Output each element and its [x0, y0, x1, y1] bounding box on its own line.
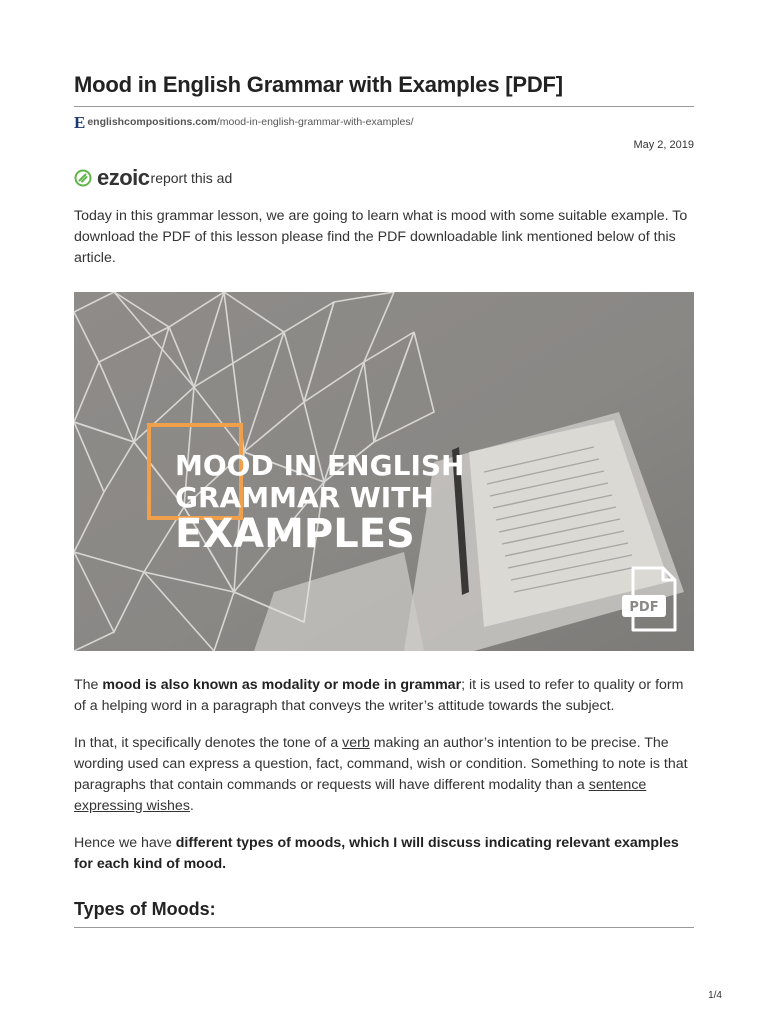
section-heading: Types of Moods: — [74, 899, 216, 919]
hero-line-2: GRAMMAR WITH — [175, 481, 434, 514]
p4-bold-text: different types of moods, which I will discuss indicating relevant examples for each kind of mood. — [74, 835, 679, 872]
explanation-paragraph — [74, 733, 694, 817]
title-divider — [74, 106, 694, 107]
p3-text-2: making an author’s intention to be precise. The wording used can express a question, fact, command, wish or condition. Something to note is that paragraphs that contain commands or requests will have different modality than a — [74, 735, 688, 793]
p2-text-2: ; it is used to refer to quality or form of a helping word in a paragraph that conveys the writer’s attitude towards the subject. — [74, 677, 684, 714]
hero-image — [74, 292, 694, 651]
pdf-icon-label: PDF — [629, 600, 659, 615]
ezoic-brand: ezoic — [97, 165, 150, 190]
source-domain[interactable]: englishcompositions.com — [87, 116, 217, 128]
definition-paragraph — [74, 675, 694, 717]
report-ad-link[interactable]: report this ad — [150, 170, 233, 186]
source-line[interactable] — [74, 112, 414, 132]
ad-report-bar[interactable] — [74, 167, 232, 189]
page-title: Mood in English Grammar with Examples [PDF] — [74, 72, 563, 97]
source-path[interactable]: /mood-in-english-grammar-with-examples/ — [216, 116, 414, 128]
ezoic-logo-icon — [74, 169, 92, 187]
p3-text-3: . — [189, 798, 194, 814]
hero-line-3: EXAMPLES — [175, 511, 415, 557]
types-intro-paragraph — [74, 833, 694, 875]
site-logo-icon: E — [74, 113, 86, 132]
p4-text-1: Hence we have — [74, 835, 176, 851]
p3-text-1: In that, it specifically denotes the tone of a — [74, 735, 343, 751]
section-divider — [74, 927, 694, 928]
intro-paragraph: Today in this grammar lesson, we are going to learn what is mood with some suitable example. To download the PDF of this lesson please find the PDF downloadable link mentioned below of this article. — [74, 208, 688, 266]
publish-date: May 2, 2019 — [633, 139, 694, 151]
hero-graphic — [74, 292, 694, 651]
verb-link[interactable]: verb — [342, 735, 370, 751]
hero-line-1: MOOD IN ENGLISH — [175, 449, 465, 482]
p2-text-1: The — [74, 677, 103, 693]
p2-bold-text: mood is also known as modality or mode in grammar — [102, 677, 462, 693]
sentence-expressing-wishes-link[interactable]: sentence expressing wishes — [74, 777, 647, 814]
page-number: 1/4 — [708, 990, 722, 1001]
